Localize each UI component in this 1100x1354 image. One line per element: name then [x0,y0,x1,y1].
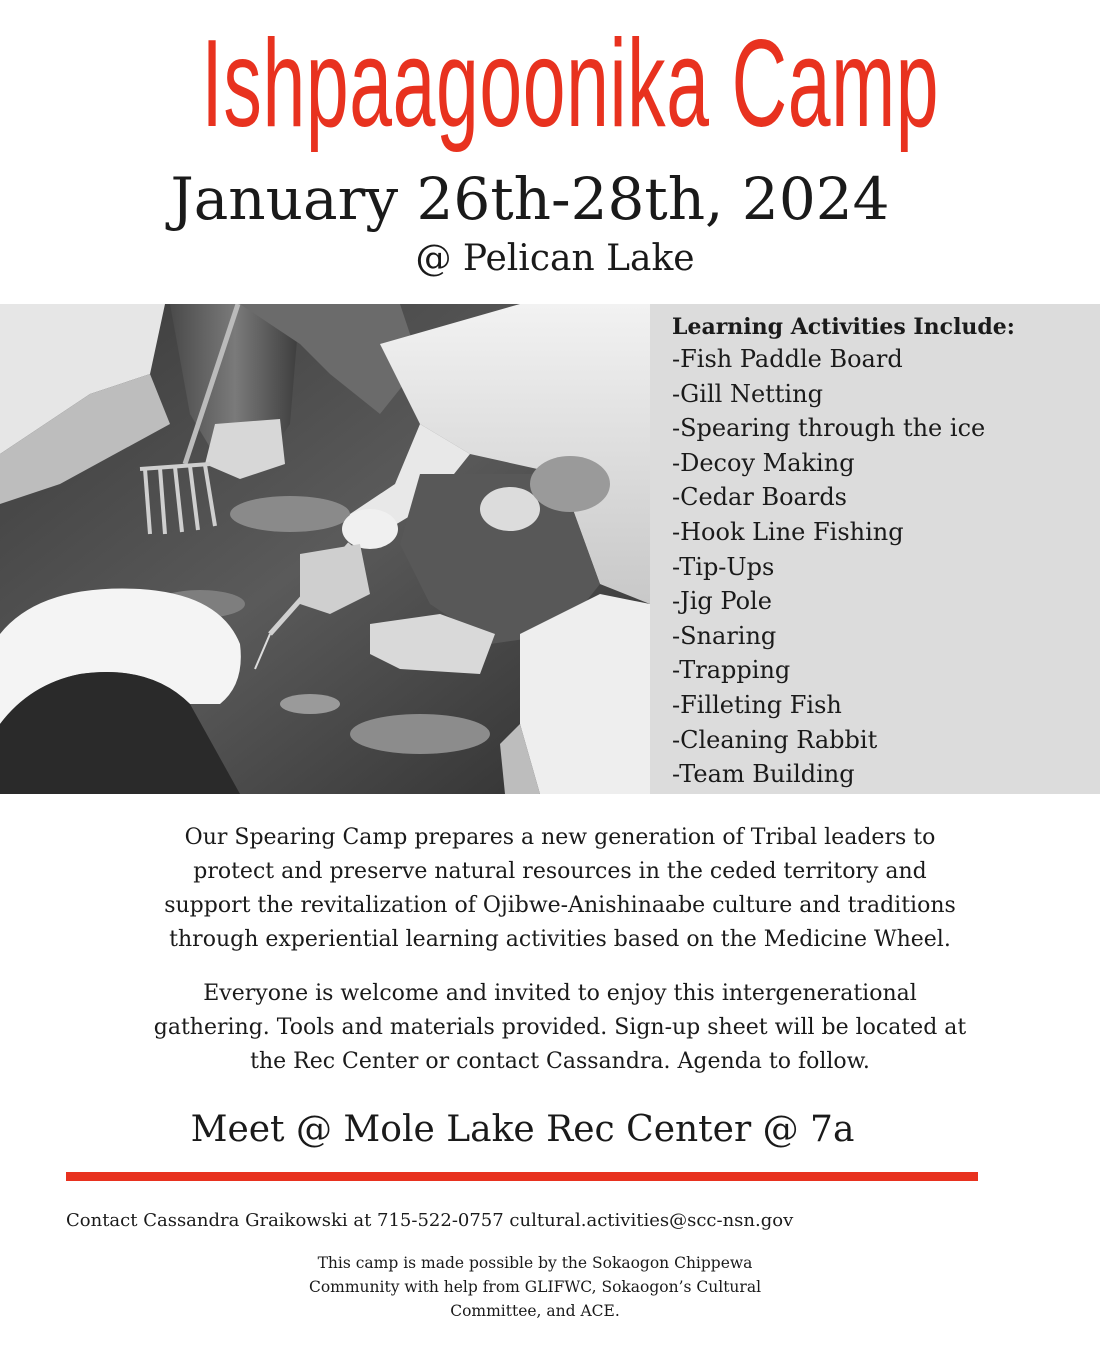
activity-item: -Spearing through the ice [672,414,986,443]
activity-item: -Trapping [672,656,791,685]
credits-line: Community with help from GLIFWC, Sokaogon’s Cultural [308,1278,762,1296]
activity-item: -Decoy Making [672,448,855,477]
description-line: through experiential learning activities based on the Medicine Wheel. [169,927,951,952]
contact-info: Contact Cassandra Graikowski at 715-522-0757 cultural.activities@scc-nsn.gov [66,1210,794,1231]
credits-line: Committee, and ACE. [450,1302,620,1320]
activity-item: -Snaring [672,621,777,650]
camp-description [40,821,1080,957]
activity-item: -Gill Netting [672,379,823,408]
activity-item: -Hook Line Fishing [672,517,904,546]
activity-item: -Cedar Boards [672,483,847,512]
activity-item: -Tip-Ups [672,552,775,581]
description-line: protect and preserve natural resources in the ceded territory and [193,859,927,884]
description-line: Our Spearing Camp prepares a new generation of Tribal leaders to [184,825,936,850]
welcome-line: gathering. Tools and materials provided. Sign-up sheet will be located at [153,1015,967,1040]
activity-item: -Team Building [672,760,855,789]
page-title: Ishpaagoonika Camp [201,15,940,153]
welcome-line: Everyone is welcome and invited to enjoy this intergenerational [203,981,917,1006]
red-divider [66,1172,978,1181]
event-date: January 26th-28th, 2024 [170,165,890,233]
ice-spearing-photo [0,304,650,794]
credits-line: This camp is made possible by the Sokaogon Chippewa [317,1254,753,1272]
welcome-line: the Rec Center or contact Cassandra. Agenda to follow. [250,1049,870,1074]
event-location: @ Pelican Lake [415,238,695,279]
activity-item: -Filleting Fish [672,690,842,719]
activities-heading: Learning Activities Include: [672,314,1015,340]
meeting-point: Meet @ Mole Lake Rec Center @ 7a [190,1109,855,1150]
activities-panel [650,304,1100,794]
description-line: support the revitalization of Ojibwe-Anishinaabe culture and traditions [164,893,956,918]
welcome-text [40,977,1080,1079]
activity-item: -Cleaning Rabbit [672,725,878,754]
credits [220,1251,850,1323]
activity-item: -Fish Paddle Board [672,345,903,373]
activity-item: -Jig Pole [672,587,772,616]
activities-list [672,342,985,792]
